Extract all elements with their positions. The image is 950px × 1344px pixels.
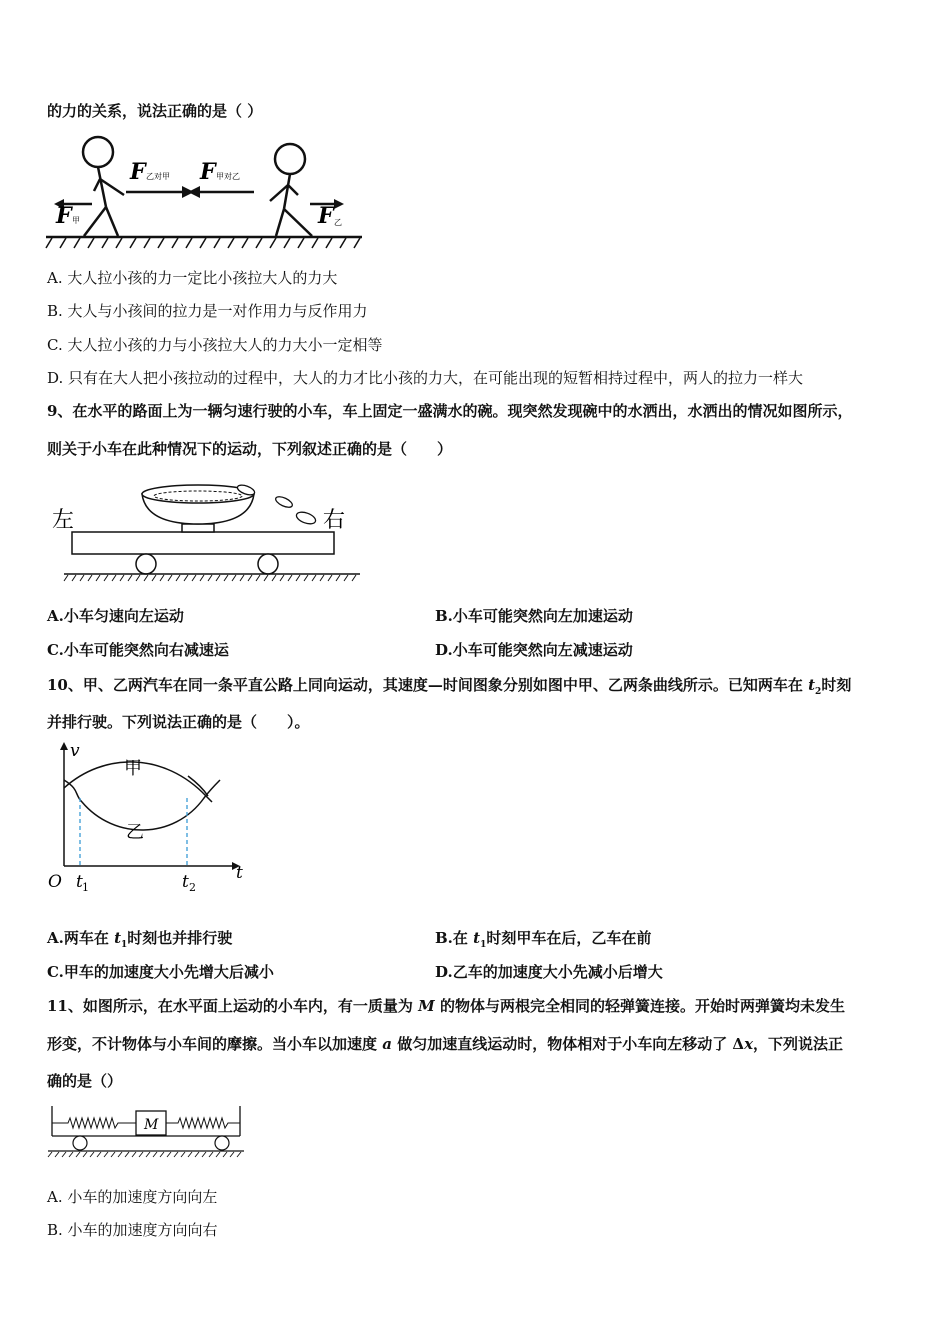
q9-stem-line2: 则关于小车在此种情况下的运动，下列叙述正确的是（ ） <box>47 440 453 458</box>
force-subscript: 甲对乙 <box>216 172 240 181</box>
person-yi-icon <box>270 144 312 236</box>
y-axis-label: v <box>70 741 80 761</box>
q8-option-c: C. 大人拉小孩的力与小孩拉大人的力大小一定相等 <box>47 336 383 354</box>
force-label: F <box>200 159 216 185</box>
left-spring <box>52 1118 136 1128</box>
q9-option-a: A.小车匀速向左运动 <box>47 607 184 625</box>
q9-figure <box>48 480 368 588</box>
q8-figure <box>44 135 364 255</box>
q11-stem-line3: 确的是（） <box>47 1072 123 1090</box>
q11-option-a: A. 小车的加速度方向向左 <box>47 1188 218 1206</box>
force-subscript: 乙 <box>334 218 342 227</box>
q8-option-a: A. 大人拉小孩的力一定比小孩拉大人的力大 <box>47 269 338 287</box>
origin-label: O <box>48 872 62 892</box>
q8-option-d: D. 只有在大人把小孩拉动的过程中，大人的力才比小孩的力大，在可能出现的短暂相持过程中，两人的拉力一样大 <box>47 369 804 387</box>
q11-stem-line2: 形变，不计物体与小车间的摩擦。当小车以加速度 a 做匀加速直线运动时，物体相对于小车向左移动了 Δx，下列说法正 <box>47 1035 844 1053</box>
force-label: F <box>130 159 146 185</box>
q8-stem: 的力的关系，说法正确的是（ ） <box>47 102 263 120</box>
q9-option-b: B.小车可能突然向左加速运动 <box>435 607 633 625</box>
force-label: F <box>56 203 72 229</box>
t2-label: t <box>182 872 189 892</box>
q10-option-a: A.两车在 $t_1$时刻也并排行驶 <box>47 929 233 950</box>
force-label: F <box>318 203 334 229</box>
right-spring <box>166 1118 240 1128</box>
q9-option-d: D.小车可能突然向左减速运动 <box>435 641 633 659</box>
right-label: 右 <box>323 508 346 533</box>
left-label: 左 <box>52 508 75 533</box>
q10-option-d: D.乙车的加速度大小先减小后增大 <box>435 963 663 981</box>
q10-stem-line1: 10、甲、乙两汽车在同一条平直公路上同向运动，其速度—时间图象分别如图中甲、乙两条曲线所示。已知两车在 $t_2$时刻 <box>47 676 852 697</box>
water-drop-icon <box>274 495 294 510</box>
person-jia-icon <box>83 137 124 236</box>
curve-yi-label: 乙 <box>126 822 144 843</box>
arrow-left-icon <box>188 186 200 198</box>
t1-label: t <box>76 872 83 892</box>
arrow-up-icon <box>60 742 68 750</box>
t1-subscript: 1 <box>82 881 89 894</box>
force-subscript: 甲 <box>72 216 80 225</box>
curve-jia-label: 甲 <box>124 758 142 779</box>
q9-stem-line1: 9、在水平的路面上为一辆匀速行驶的小车，车上固定一盛满水的碗。现突然发现碗中的水洒出，水洒出的情况如图所示， <box>47 402 853 420</box>
q9-option-c: C.小车可能突然向右减速运 <box>47 641 229 659</box>
q10-stem-line2: 并排行驶。下列说法正确的是（ ）。 <box>47 713 310 731</box>
q11-stem-line1: 11、如图所示，在水平面上运动的小车内，有一质量为 M 的物体与两根完全相同的轻弹簧连接。开始时两弹簧均未发生 <box>47 997 845 1015</box>
q11-figure <box>46 1102 246 1162</box>
q8-option-b: B. 大人与小孩间的拉力是一对作用力与反作用力 <box>47 302 368 320</box>
t2-subscript: 2 <box>189 881 196 894</box>
q10-vt-graph <box>44 740 254 900</box>
q10-option-c: C.甲车的加速度大小先增大后减小 <box>47 963 274 981</box>
water-drop-icon <box>295 510 317 526</box>
arrow-right-icon <box>334 199 344 209</box>
block-label: M <box>144 1117 159 1133</box>
q10-option-b: B.在 $t_1$时刻甲车在后，乙车在前 <box>435 929 652 950</box>
force-subscript: 乙对甲 <box>146 172 170 181</box>
x-axis-label: t <box>236 863 243 883</box>
q11-option-b: B. 小车的加速度方向向右 <box>47 1221 218 1239</box>
